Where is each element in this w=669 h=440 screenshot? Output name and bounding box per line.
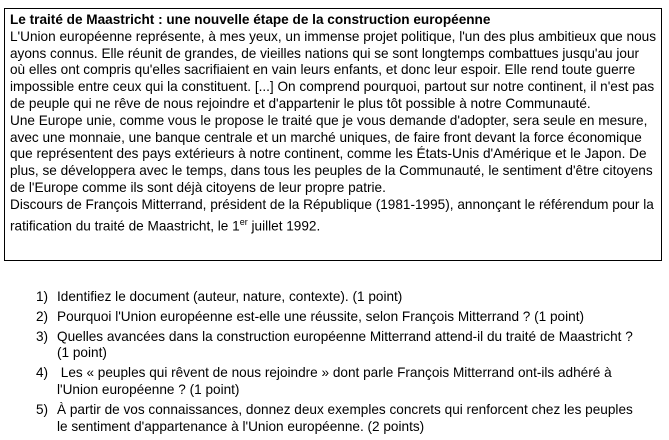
- question-text: Pourquoi l'Union européenne est-elle une réussite, selon François Mitterrand ? (1 point): [57, 308, 585, 324]
- document-paragraph-2: Une Europe unie, comme vous le propose le traité que je vous demande d'adopter, sera seule en mesure, avec une monnaie, une banque centrale et un marché uniques, de faire front devant la force économique que représentent des pays extérieurs à notre continent, comme les États-Unis d'Amérique et le Japon. De plus, se développera avec le temps, dans tous les peuples de la Communauté, le sentiment d'être citoyens de l'Europe comme ils sont déjà citoyens de leur propre patrie.: [10, 112, 653, 195]
- question-number: 3): [36, 328, 49, 344]
- question-item: [36, 309, 646, 326]
- question-number: 5): [36, 401, 49, 417]
- question-item: [36, 289, 646, 306]
- document-source: [10, 197, 656, 235]
- question-item: [36, 402, 646, 436]
- question-item: [36, 365, 646, 399]
- question-text: Quelles avancées dans la construction européenne Mitterrand attend-il du traité de Maastricht ? (1 point): [57, 328, 633, 361]
- question-number: 4): [36, 365, 49, 381]
- question-text: À partir de vos connaissances, donnez deux exemples concrets qui renforcent chez les peuples le sentiment d'appartenance à l'Union européenne. (2 points): [57, 401, 633, 434]
- question-item: [36, 329, 646, 363]
- document-source-superscript: er: [239, 216, 248, 227]
- document-box: [4, 8, 662, 261]
- document-paragraph-1: L'Union européenne représente, à mes yeux, un immense projet politique, l'un des plus ambitieux que nous ayons connus. Elle réunit de grandes, de vieilles nations qui se sont longtemps combattues jusqu'au jour où elles ont compris qu'elles sacrifiaient en vain leurs enfants, et donc leur espoir. Elle rend toute guerre impossible entre ceux qui la constituent. [...] On comprend pourquoi, partout sur notre continent, il n'est pas de peuple qui ne rêve de nous rejoindre et d'appartenir le plus tôt possible à notre Communauté.: [10, 28, 657, 111]
- document-title: Le traité de Maastricht : une nouvelle étape de la construction européenne: [10, 12, 491, 27]
- document-source-date-end: juillet 1992.: [247, 218, 321, 234]
- question-number: 2): [36, 308, 49, 324]
- question-text: Les « peuples qui rêvent de nous rejoindre » dont parle François Mitterrand ont-ils adhéré à l'Union européenne ? (1 point): [57, 365, 616, 397]
- document-source-text: Discours de François Mitterrand, président de la République (1981-1995), annonçant le référendum pour la ratification du traité de Maastricht, le 1: [10, 196, 654, 234]
- question-number: 1): [36, 289, 49, 304]
- questions-list: [36, 289, 646, 438]
- question-text: Identifiez le document (auteur, nature, contexte). (1 point): [57, 289, 403, 304]
